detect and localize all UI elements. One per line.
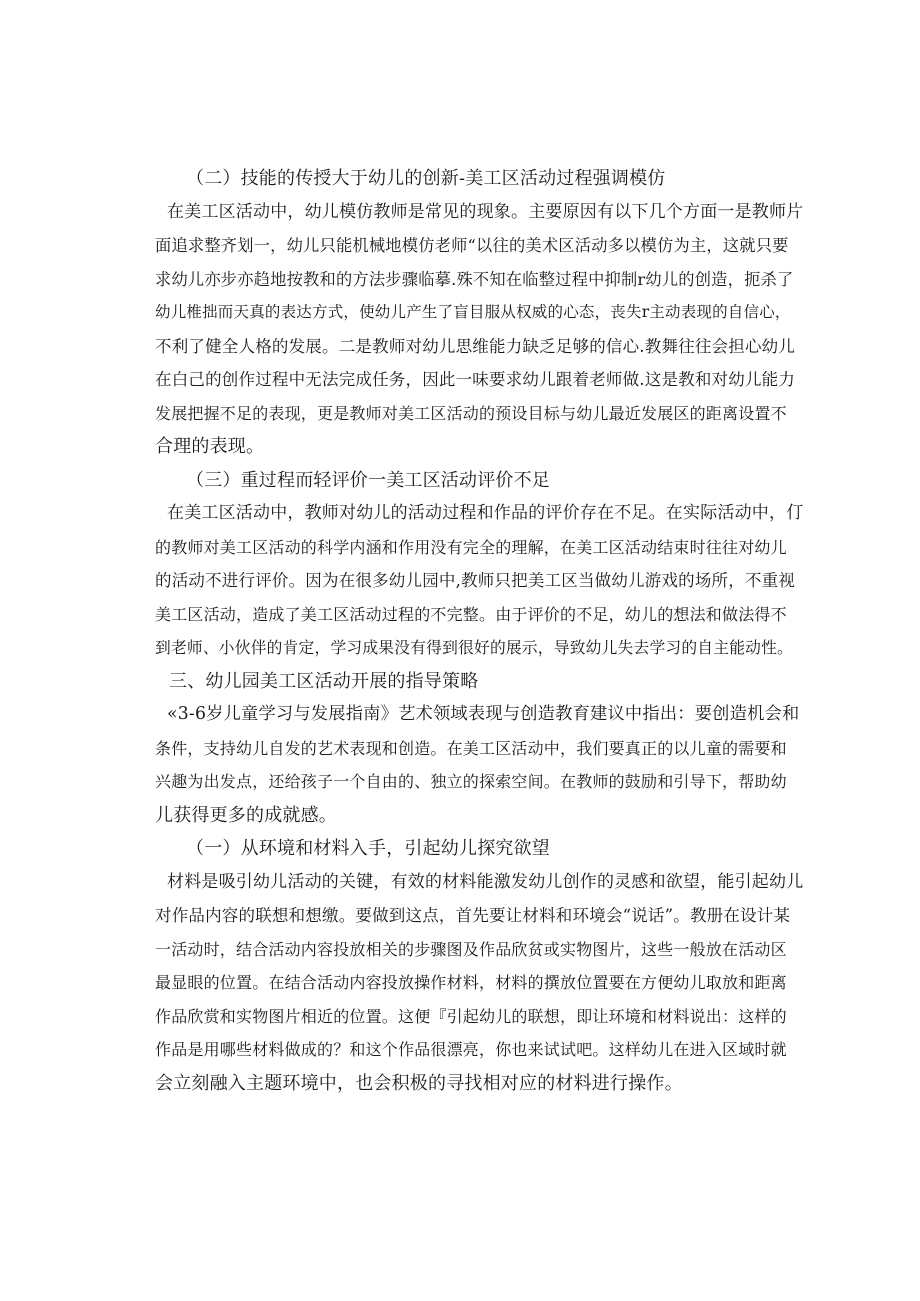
paragraph-line: 一活动时，结合活动内容投放相关的步骤图及作品欣贫或实物图片，这些一般放在活动区	[155, 939, 787, 959]
paragraph-first-line: 在美工区活动中，教师对幼儿的活动过程和作品的评价存在不足。在实际活动中，仃	[167, 503, 804, 523]
paragraph-line: 对作品内容的联想和想缴。要做到这点，首先要让材料和环境会“说话”。教册在设计某	[155, 906, 791, 925]
paragraph-first-line: 材料是吸引幼儿活动的关键，有效的材料能激发幼儿创作的灵感和欲望，能引起幼儿	[167, 871, 804, 892]
paragraph-first-line: «3-6岁儿童学习与发展指南》艺术领域表现与创造教育建议中指出：要创造机会和	[167, 704, 800, 724]
paragraph-line: 在白己的创作过程中无法完成任务，因此一味要求幼儿跟着老师做.这是教和对幼儿能力	[155, 370, 796, 389]
paragraph-line: 不利了健全人格的发展。二是教师对幼儿思维能力缺乏足够的信心.教舞往往会担心幼儿	[155, 336, 796, 356]
paragraph-line: 作品欣赏和实物图片相近的位置。这便『引起幼儿的联想，即让环境和材料说出：这样的	[155, 1006, 787, 1026]
paragraph-line: 条件，支持幼儿自发的艺术表现和创造。在美工区活动中，我们要真正的以儿童的需要和	[155, 738, 787, 758]
paragraph-line: 发展把握不足的表现，更是教师对美工区活动的预设目标与幼儿最近发展区的距离设置不	[155, 403, 787, 423]
paragraph-line: 兴趣为出发点，还给孩子一个自由的、独立的探索空间。在教师的鼓励和引导下，帮助幼	[155, 772, 787, 791]
paragraph-line: 作品是用哪些材料做成的？和这个作品很漂亮，你也来试试吧。这样幼儿在进入区域时就	[155, 1040, 787, 1059]
paragraph-last-line: 会立刻融入主题环境中，也会积极的寻找相对应的材料进行操作。	[155, 1072, 683, 1094]
paragraph-line: 面追求整齐划一，幼儿只能机械地模仿老师“以往的美术区活动多以模仿为主，这就只要	[155, 236, 789, 255]
document-body	[155, 167, 804, 1105]
paragraph-last-line: 合理的表现。	[155, 436, 265, 457]
section-heading: 三、幼儿园美工区活动开展的指导策略	[169, 670, 479, 692]
paragraph-line: 到老师、小伙伴的肯定，学习成果没有得到很好的展示，导致幼儿失去学习的自主能动性。	[155, 638, 793, 657]
section-heading: （一）从环境和材料入手，引起幼儿探究欲望	[186, 838, 550, 859]
paragraph-line: 求幼儿亦步亦趋地按教和的方法步骤临摹.殊不知在临整过程中抑制r幼儿的创造，扼杀了	[155, 269, 794, 289]
paragraph-first-line: 在美工区活动中，幼儿模仿教师是常见的现象。主要原因有以下几个方面一是教师片	[167, 201, 804, 222]
paragraph-last-line: 儿获得更多的成就感。	[155, 804, 337, 826]
paragraph-line: 最显眼的位置。在结合活动内容投放操作材料，材料的撰放位置要在方便幼儿取放和距离	[155, 973, 787, 992]
paragraph-line: 的教师对美工区活动的科学内涵和作用没有完全的理解，在美工区活动结束时往往对幼儿	[155, 537, 787, 557]
section-heading: （二）技能的传授大于幼儿的创新-美工区活动过程强调模仿	[186, 168, 666, 189]
paragraph-line: 幼儿椎拙而天真的表达方式，使幼儿产生了盲目服从权威的心态，丧失r主动表现的自信心，	[155, 303, 791, 321]
section-heading: （三）重过程而轻评价一美工区活动评价不足	[186, 469, 550, 491]
paragraph-line: 美工区活动，造成了美工区活动过程的不完整。由于评价的不足，幼儿的想法和做法得不	[155, 604, 787, 624]
paragraph-line: 的活动不进行评价。因为在很多幼儿园中,教师只把美工区当做幼儿游戏的场所，不重视	[155, 571, 796, 590]
